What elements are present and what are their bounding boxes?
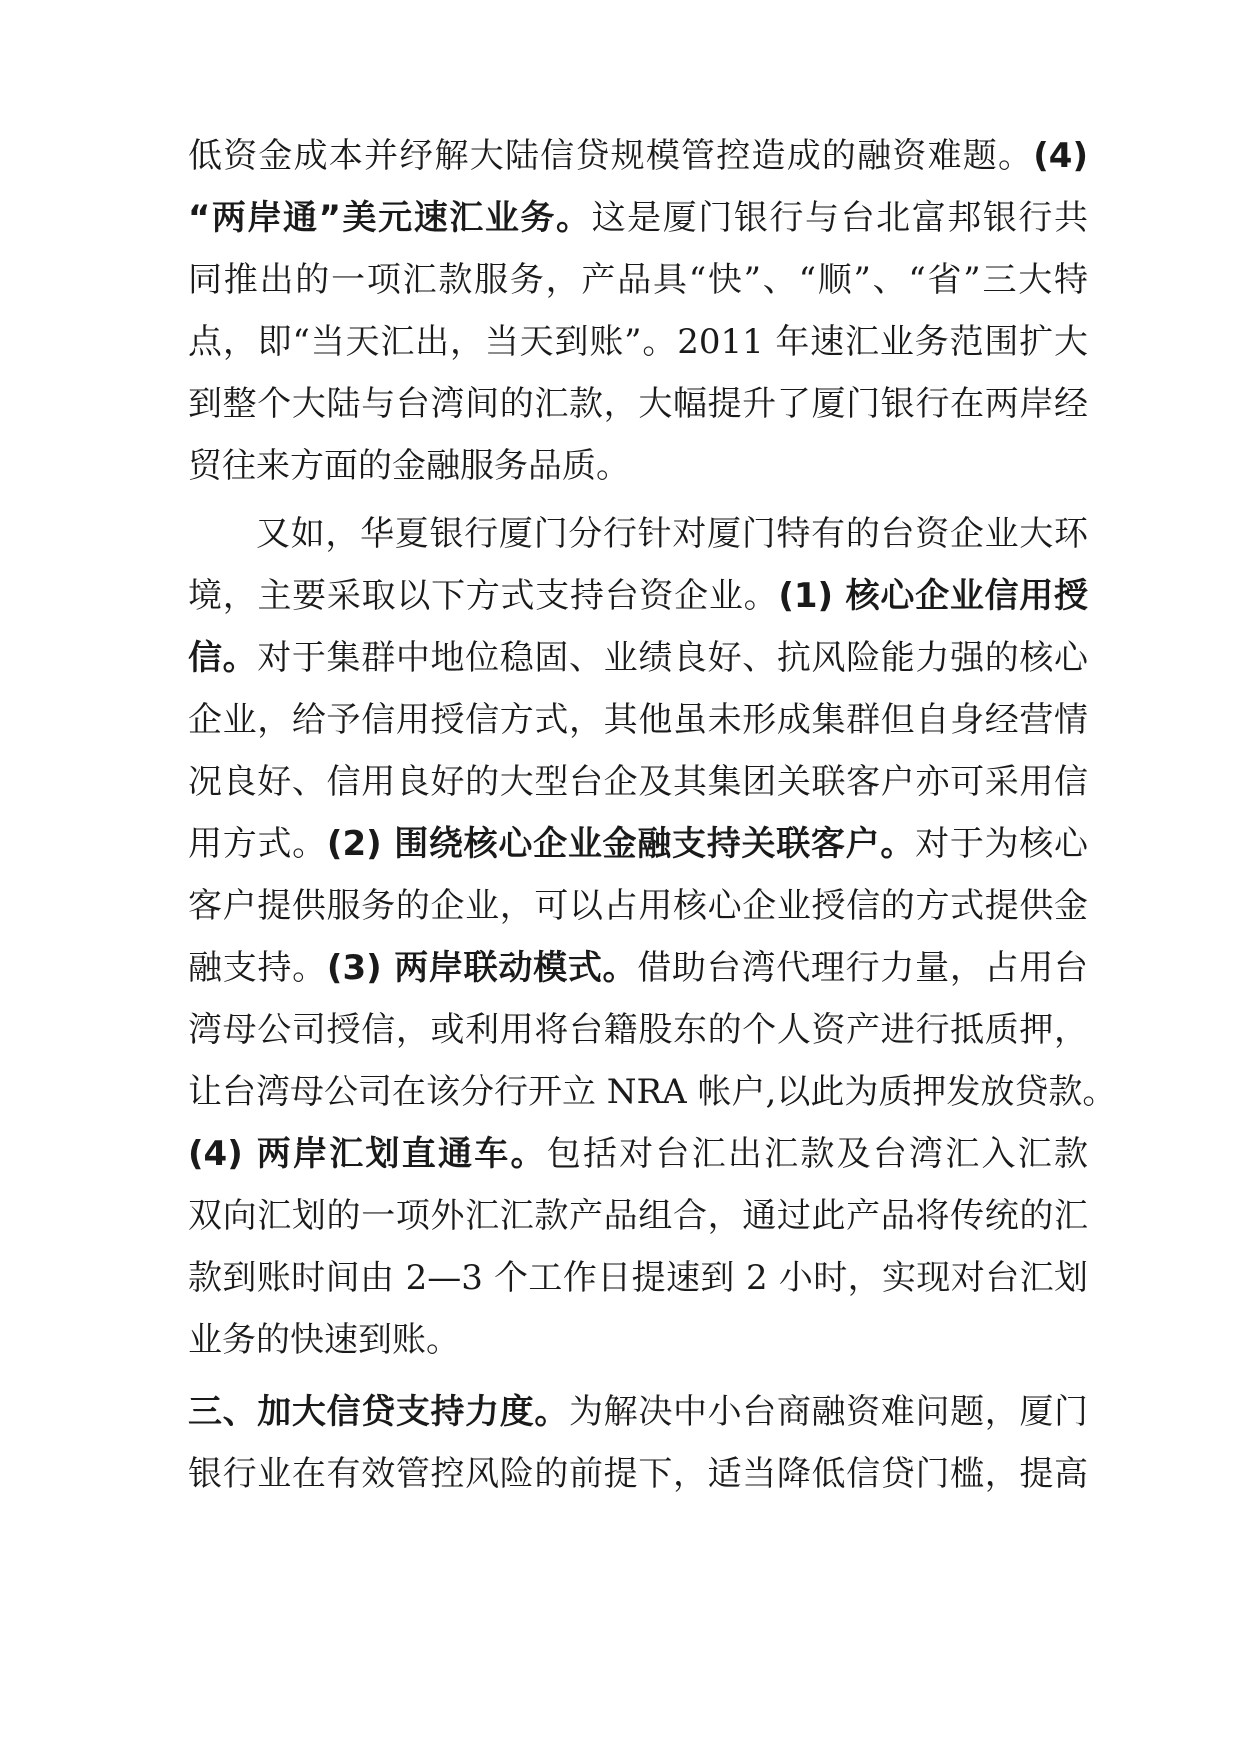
text-run: 湾母公司授信，或利用将台籍股东的个人资产进行抵质押， [188,1010,1088,1050]
text-run: 包括对台汇出汇款及台湾汇入汇款 [546,1134,1089,1174]
text-run: 业务的快速到账。 [188,1320,460,1360]
text-line [188,1134,1088,1174]
bold-text-run: “两岸通”美元速汇业务。 [188,198,592,238]
text-line [188,446,1088,486]
text-run: 用方式。 [188,824,327,864]
text-line [188,886,1088,926]
text-line [188,322,1088,362]
text-run: 点，即“当天汇出，当天到账”。2011 年速汇业务范围扩大 [188,322,1088,362]
text-run: 借助台湾代理行力量，占用台 [637,948,1089,988]
section-heading-line [188,1392,1088,1432]
bold-text-run: (4) 两岸汇划直通车。 [188,1134,547,1174]
text-run: 这是厦门银行与台北富邦银行共 [591,198,1088,238]
text-line [188,1320,1088,1360]
text-run: 境，主要采取以下方式支持台资企业。 [188,576,779,616]
bold-text-run: 三、加大信贷支持力度。 [188,1392,570,1432]
text-line [188,638,1088,678]
text-run: 对于集群中地位稳固、业绩良好、抗风险能力强的核心 [257,638,1088,678]
text-line [188,700,1088,740]
text-line [188,948,1088,988]
text-line [188,1258,1088,1298]
text-run: 企业，给予信用授信方式，其他虽未形成集群但自身经营情 [188,700,1088,740]
text-run: 款到账时间由 2—3 个工作日提速到 2 小时，实现对台汇划 [188,1258,1088,1298]
text-line [188,1454,1088,1494]
text-run: 为解决中小台商融资难问题，厦门 [569,1392,1089,1432]
text-run: 低资金成本并纾解大陆信贷规模管控造成的融资难题。 [188,136,1034,176]
text-run: 客户提供服务的企业，可以占用核心企业授信的方式提供金 [188,886,1088,926]
text-line [188,136,1088,176]
text-line [188,762,1088,802]
text-run: 双向汇划的一项外汇汇款产品组合，通过此产品将传统的汇 [188,1196,1088,1236]
text-run: 到整个大陆与台湾间的汇款，大幅提升了厦门银行在两岸经 [188,384,1088,424]
text-line [188,198,1088,238]
text-run: 同推出的一项汇款服务，产品具“快”、“顺”、“省”三大特 [188,260,1088,300]
text-line [188,260,1088,300]
text-run: 让台湾母公司在该分行开立 NRA 帐户,以此为质押发放贷款。 [188,1072,1117,1112]
bold-text-run: 信。 [188,638,258,678]
text-line [188,384,1088,424]
bold-text-run: (1) 核心企业信用授 [778,576,1088,616]
bold-text-run: (2) 围绕核心企业金融支持关联客户。 [326,824,916,864]
text-run: 贸往来方面的金融服务品质。 [188,446,630,486]
text-run: 况良好、信用良好的大型台企及其集团关联客户亦可采用信 [188,762,1088,802]
bold-text-run: (3) 两岸联动模式。 [326,948,638,988]
text-run: 银行业在有效管控风险的前提下，适当降低信贷门槛，提高 [188,1454,1088,1494]
text-run: 又如，华夏银行厦门分行针对厦门特有的台资企业大环 [256,514,1088,554]
text-line [188,824,1088,864]
text-line [188,576,1088,616]
text-run: 对于为核心 [915,824,1088,864]
text-line [188,1010,1088,1050]
bold-text-run: (4) [1033,136,1088,176]
text-line [188,1196,1088,1236]
text-run: 融支持。 [188,948,327,988]
text-line [188,1072,1117,1112]
paragraph-first-line [256,514,1088,554]
